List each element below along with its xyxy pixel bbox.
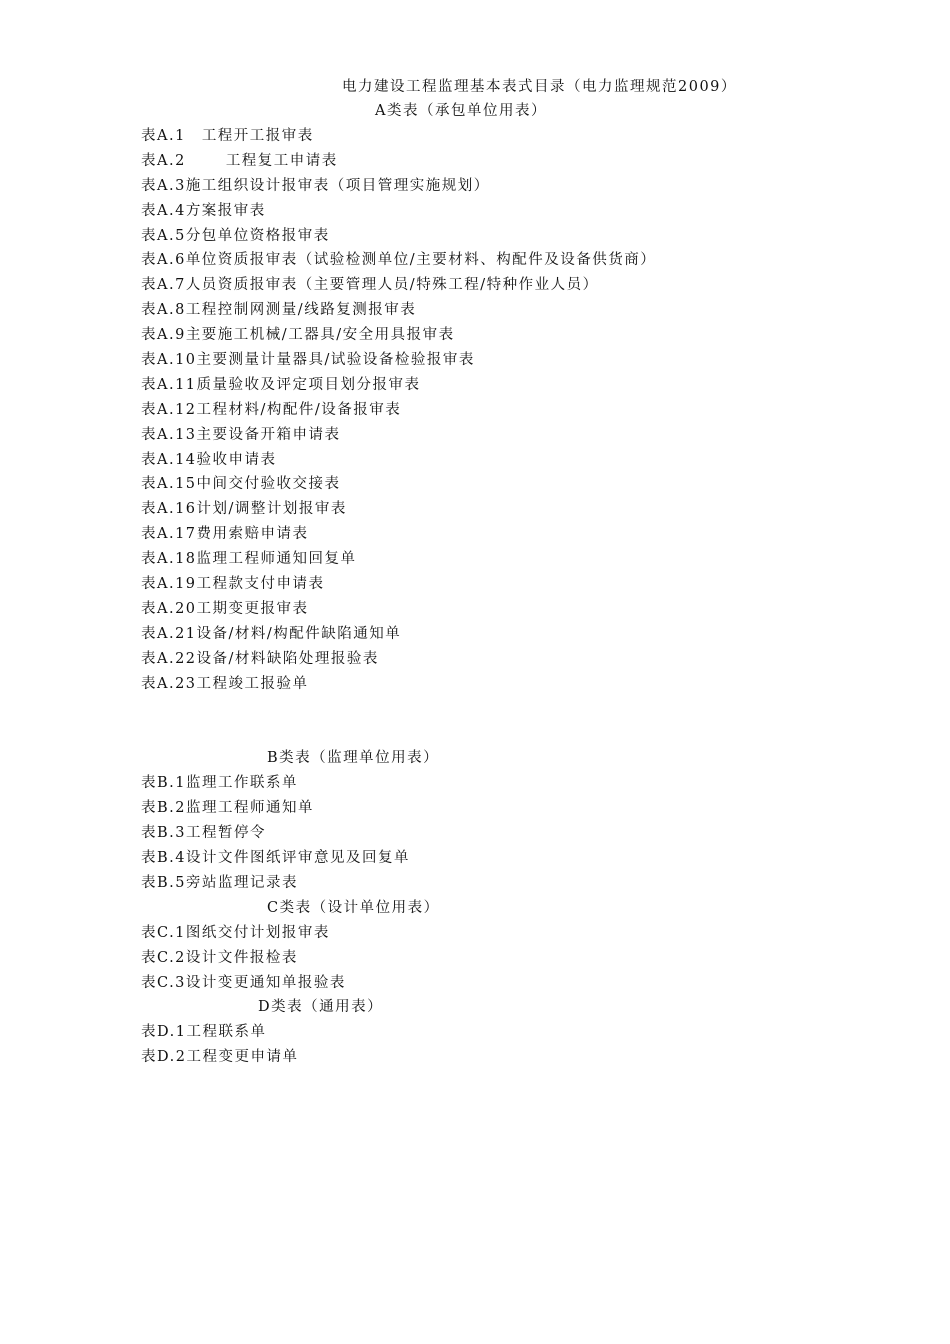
list-item bbox=[141, 174, 656, 199]
form-code: 表A.22 bbox=[141, 650, 197, 667]
form-name: 工程复工申请表 bbox=[225, 152, 338, 169]
form-code: 表A.8 bbox=[141, 302, 186, 319]
list-item bbox=[141, 846, 410, 871]
form-name: 单位资质报审表（试验检测单位/主要材料、构配件及设备供货商） bbox=[185, 252, 657, 269]
list-item bbox=[141, 871, 410, 896]
form-name: 工程材料/构配件/设备报审表 bbox=[196, 401, 402, 418]
form-code: 表A.3 bbox=[141, 177, 186, 194]
list-item bbox=[141, 298, 656, 323]
form-code: 表A.23 bbox=[141, 675, 197, 692]
form-code: 表C.2 bbox=[141, 949, 186, 966]
form-code: 表A.21 bbox=[141, 625, 197, 642]
form-code: 表A.18 bbox=[141, 551, 197, 568]
form-name: 人员资质报审表（主要管理人员/特殊工程/特种作业人员） bbox=[185, 277, 599, 294]
section-b-heading: B类表（监理单位用表） bbox=[267, 750, 440, 766]
list-item bbox=[141, 547, 656, 572]
list-item bbox=[141, 248, 656, 273]
form-code: 表D.2 bbox=[141, 1048, 187, 1065]
form-name: 工程控制网测量/线路复测报审表 bbox=[185, 302, 417, 319]
form-name: 工程款支付申请表 bbox=[196, 576, 325, 593]
section-c-heading: C类表（设计单位用表） bbox=[267, 900, 440, 916]
form-code: 表A.15 bbox=[141, 476, 197, 493]
form-code: 表A.11 bbox=[141, 376, 197, 393]
form-code: 表A.2 bbox=[141, 152, 186, 169]
list-item bbox=[141, 597, 656, 622]
section-d-heading: D类表（通用表） bbox=[258, 999, 384, 1015]
section-c-list bbox=[141, 921, 346, 996]
form-code: 表A.12 bbox=[141, 401, 197, 418]
form-code: 表B.4 bbox=[141, 849, 186, 866]
list-item bbox=[141, 472, 656, 497]
form-code: 表A.10 bbox=[141, 352, 197, 369]
document-title: 电力建设工程监理基本表式目录（电力监理规范2009） bbox=[342, 79, 737, 95]
section-d-list bbox=[141, 1020, 298, 1070]
list-item bbox=[141, 448, 656, 473]
form-name: 工程开工报审表 bbox=[201, 128, 314, 144]
list-item bbox=[141, 796, 410, 821]
list-item bbox=[141, 149, 656, 174]
list-item bbox=[141, 423, 656, 448]
form-code: 表A.4 bbox=[141, 202, 186, 219]
list-item bbox=[141, 273, 656, 298]
form-name: 主要施工机械/工器具/安全用具报审表 bbox=[185, 327, 455, 344]
form-name: 旁站监理记录表 bbox=[186, 874, 298, 891]
form-name: 监理工作联系单 bbox=[186, 775, 298, 791]
form-name: 主要设备开箱申请表 bbox=[196, 426, 341, 443]
form-code: 表A.17 bbox=[141, 526, 197, 543]
list-item bbox=[141, 398, 656, 423]
form-name: 质量验收及评定项目划分报审表 bbox=[196, 376, 421, 393]
form-name: 监理工程师通知回复单 bbox=[196, 551, 357, 568]
form-code: 表A.6 bbox=[141, 252, 186, 269]
list-item bbox=[141, 323, 656, 348]
list-item bbox=[141, 821, 410, 846]
form-code: 表A.16 bbox=[141, 501, 197, 518]
form-name: 主要测量计量器具/试验设备检验报审表 bbox=[196, 352, 475, 369]
section-a-heading: A类表（承包单位用表） bbox=[375, 103, 547, 119]
form-name: 方案报审表 bbox=[185, 202, 266, 219]
form-code: 表B.3 bbox=[141, 824, 186, 841]
form-name: 施工组织设计报审表（项目管理实施规划） bbox=[185, 177, 490, 194]
form-name: 图纸交付计划报审表 bbox=[185, 925, 330, 941]
form-code: 表C.3 bbox=[141, 974, 186, 991]
form-code: 表B.1 bbox=[141, 775, 186, 791]
form-name: 验收申请表 bbox=[196, 451, 277, 468]
list-item bbox=[141, 1045, 298, 1070]
list-item bbox=[141, 622, 656, 647]
form-name: 设备/材料/构配件缺陷通知单 bbox=[196, 625, 402, 642]
form-code: 表D.1 bbox=[141, 1024, 187, 1040]
form-name: 工期变更报审表 bbox=[196, 600, 309, 617]
form-code: 表A.13 bbox=[141, 426, 197, 443]
form-code: 表B.5 bbox=[141, 874, 186, 891]
list-item bbox=[141, 946, 346, 971]
form-name: 设计文件报检表 bbox=[185, 949, 298, 966]
form-name: 计划/调整计划报审表 bbox=[196, 501, 347, 518]
form-name: 工程竣工报验单 bbox=[196, 675, 309, 692]
form-code: 表A.7 bbox=[141, 277, 186, 294]
list-item bbox=[141, 224, 656, 249]
form-code: 表A.19 bbox=[141, 576, 197, 593]
list-item bbox=[141, 1020, 298, 1045]
form-code: 表A.20 bbox=[141, 600, 197, 617]
list-item bbox=[141, 672, 656, 697]
section-a-list bbox=[141, 124, 656, 696]
list-item bbox=[141, 971, 346, 996]
form-code: 表A.14 bbox=[141, 451, 197, 468]
list-item bbox=[141, 199, 656, 224]
form-code: 表A.9 bbox=[141, 327, 186, 344]
list-item bbox=[141, 373, 656, 398]
form-name: 设计文件图纸评审意见及回复单 bbox=[186, 849, 410, 866]
form-name: 中间交付验收交接表 bbox=[196, 476, 341, 493]
form-name: 设计变更通知单报验表 bbox=[185, 974, 346, 991]
list-item bbox=[141, 572, 656, 597]
list-item bbox=[141, 348, 656, 373]
form-name: 工程暂停令 bbox=[186, 824, 266, 841]
form-name: 工程变更申请单 bbox=[186, 1048, 299, 1065]
list-item bbox=[141, 522, 656, 547]
form-name: 分包单位资格报审表 bbox=[185, 227, 330, 244]
form-name: 工程联系单 bbox=[186, 1024, 267, 1040]
form-code: 表A.5 bbox=[141, 227, 186, 244]
list-item bbox=[141, 647, 656, 672]
form-code: 表B.2 bbox=[141, 799, 186, 816]
form-code: 表C.1 bbox=[141, 925, 186, 941]
form-name: 设备/材料缺陷处理报验表 bbox=[196, 650, 379, 667]
list-item bbox=[141, 771, 410, 796]
list-item bbox=[141, 124, 656, 149]
form-name: 费用索赔申请表 bbox=[196, 526, 309, 543]
section-b-list bbox=[141, 771, 410, 895]
list-item bbox=[141, 921, 346, 946]
list-item bbox=[141, 497, 656, 522]
form-code: 表A.1 bbox=[141, 128, 186, 144]
form-name: 监理工程师通知单 bbox=[186, 799, 314, 816]
